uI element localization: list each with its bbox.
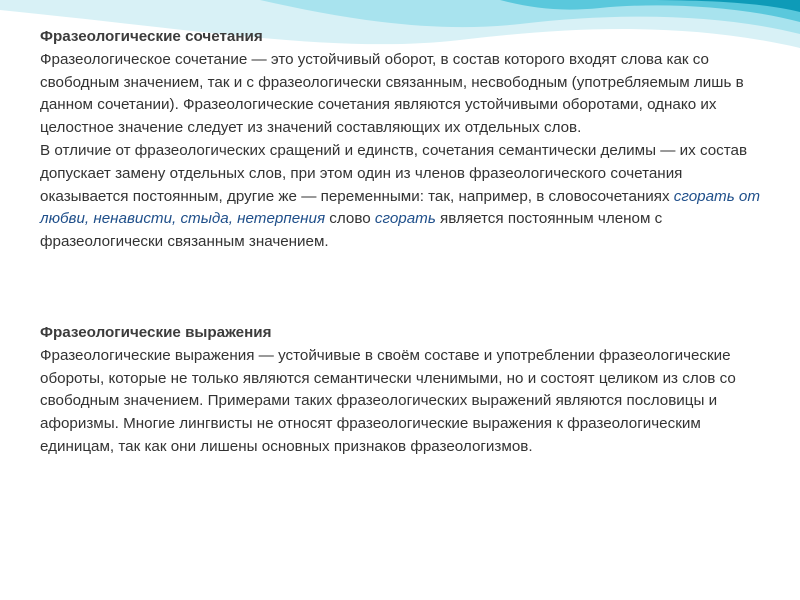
section-heading-phrase-expressions: Фразеологические выражения	[40, 323, 272, 341]
slide-content	[40, 26, 770, 459]
section-heading-phrase-combinations: Фразеологические сочетания	[40, 28, 263, 45]
paragraph-expressions: Фразеологические выражения — устойчивые в своём составе и употреблении фразеологические обороты, которые не только являются семантически членимыми, но и состоят целиком из слов со свободным значением. Примерами таких фразеологических выражений являются пословицы и афоризмы. Многие лингвисты не относят фразеологические выражения к фразеологическим единицам, так как они лишены основных признаков фразеологизмов.	[40, 346, 736, 455]
paragraph-text: В отличие от фразеологических сращений и единств, сочетания семантически делимы — их состав допускает замену отдельных слов, при этом один из членов фразеологического сочетания оказывается постоянным, другие же — переменными: так, например, в словосочетаниях	[40, 141, 748, 205]
paragraph-text: слово	[325, 210, 375, 228]
section-spacer	[40, 254, 770, 322]
example-phrases: сгорать от любви, ненависти, стыда, нетерпения	[40, 187, 761, 228]
example-word: сгорать	[374, 210, 436, 228]
paragraph-text: является постоянным членом с фразеологически связанным значением.	[40, 210, 663, 251]
paragraph-definition: Фразеологическое сочетание — это устойчивый оборот, в состав которого входят слова как со свободным значением, так и с фразеологически связанным, несвободным (употребляемым лишь в данном сочетании). Фразеологические сочетания являются устойчивыми оборотами, однако их целостное значение следует из значений составляющих их отдельных слов.	[40, 50, 744, 137]
paragraph-divisibility	[40, 140, 770, 254]
